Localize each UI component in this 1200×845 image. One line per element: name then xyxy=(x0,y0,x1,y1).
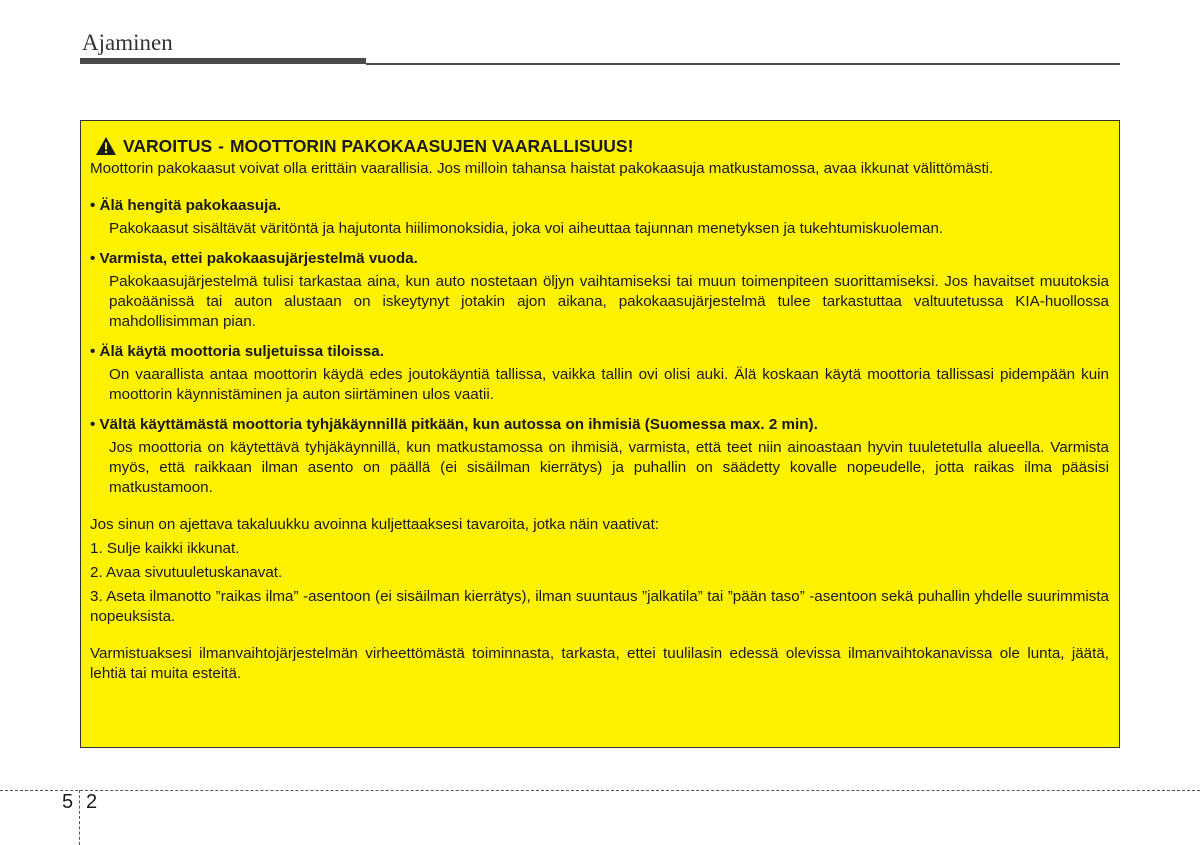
bullet-body: Pakokaasujärjestelmä tulisi tarkastaa aina, kun auto nostetaan öljyn vaihtamiseksi tai muun toimenpiteen suorittamiseksi. Jos havaitset muutoksia pakoäänissä tai auton alustaan on iskeytynyt jotakin ajon aikana, pakokaasujärjestelmä tulee tarkastuttaa valtuutetussa KIA-huollossa mahdollisimman pian. xyxy=(109,273,1109,330)
page-header-title: Ajaminen xyxy=(82,30,173,55)
trunk-intro: Jos sinun on ajettava takaluukku avoinna kuljettaaksesi tavaroita, jotka näin vaativat: xyxy=(90,516,660,533)
header-rule-thin xyxy=(366,63,1120,65)
footer-separator xyxy=(0,790,1200,791)
warning-dash: - xyxy=(218,136,224,156)
step-item: 2. Avaa sivutuuletuskanavat. xyxy=(90,564,283,581)
bullet-item xyxy=(90,415,1109,498)
header-rule-thick xyxy=(80,58,366,64)
bullet-heading: • Varmista, ettei pakokaasujärjestelmä vuoda. xyxy=(90,250,418,267)
warning-title xyxy=(95,135,1109,157)
step-item: 1. Sulje kaikki ikkunat. xyxy=(90,540,240,557)
warning-label: VAROITUS xyxy=(123,136,213,156)
chapter-number: 5 xyxy=(62,791,74,813)
step-item: 3. Aseta ilmanotto ”raikas ilma” -asentoon (ei sisäilman kierrätys), ilman suuntaus ”jalkatila” tai ”pään taso” -asentoon sekä puhallin yhdelle suurimmista nopeuksista. xyxy=(90,588,1109,625)
warning-intro: Moottorin pakokaasut voivat olla erittäin vaarallisia. Jos milloin tahansa haistat pakokaasuja matkustamossa, avaa ikkunat välittömästi. xyxy=(90,160,994,177)
warning-heading: MOOTTORIN PAKOKAASUJEN VAARALLISUUS! xyxy=(229,136,634,156)
closing-note: Varmistuaksesi ilmanvaihtojärjestelmän virheettömästä toiminnasta, tarkasta, ettei tuulilasin edessä olevissa ilmanvaihtokanavissa ole lunta, jäätä, lehtiä tai muita esteitä. xyxy=(90,645,1109,682)
bullet-heading: • Vältä käyttämästä moottoria tyhjäkäynnillä pitkään, kun autossa on ihmisiä (Suomessa max. 2 min). xyxy=(90,416,818,433)
bullet-body: Pakokaasut sisältävät väritöntä ja hajutonta hiilimonoksidia, joka voi aiheuttaa tajunnan menetyksen ja tukehtumiskuoleman. xyxy=(109,220,944,237)
bullet-body: On vaarallista antaa moottorin käydä edes joutokäyntiä tallissa, vaikka tallin ovi olisi auki. Älä koskaan käytä moottoria tallissasi pidempään kuin moottorin käynnistäminen ja auton siirtäminen ulos vaatii. xyxy=(109,366,1109,403)
bullet-heading: • Älä hengitä pakokaasuja. xyxy=(90,197,282,214)
footer-vertical-separator xyxy=(79,790,80,845)
bullet-item xyxy=(90,249,1109,332)
warning-box xyxy=(80,120,1120,748)
bullet-item xyxy=(90,196,1109,239)
warning-triangle-icon xyxy=(95,136,117,156)
bullet-item xyxy=(90,342,1109,405)
page-number: 2 xyxy=(86,791,98,813)
bullet-heading: • Älä käytä moottoria suljetuissa tiloissa. xyxy=(90,343,384,360)
bullet-body: Jos moottoria on käytettävä tyhjäkäynnillä, kun matkustamossa on ihmisiä, varmista, että teet niin ainoastaan hyvin tuuletetulla alueella. Varmista myös, että raikkaan ilman asento on päällä (ei sisäilman kierrätys) ja puhallin on säädetty kovalle nopeudelle, jotta raikas ilma pääsisi matkustamoon. xyxy=(109,439,1109,496)
